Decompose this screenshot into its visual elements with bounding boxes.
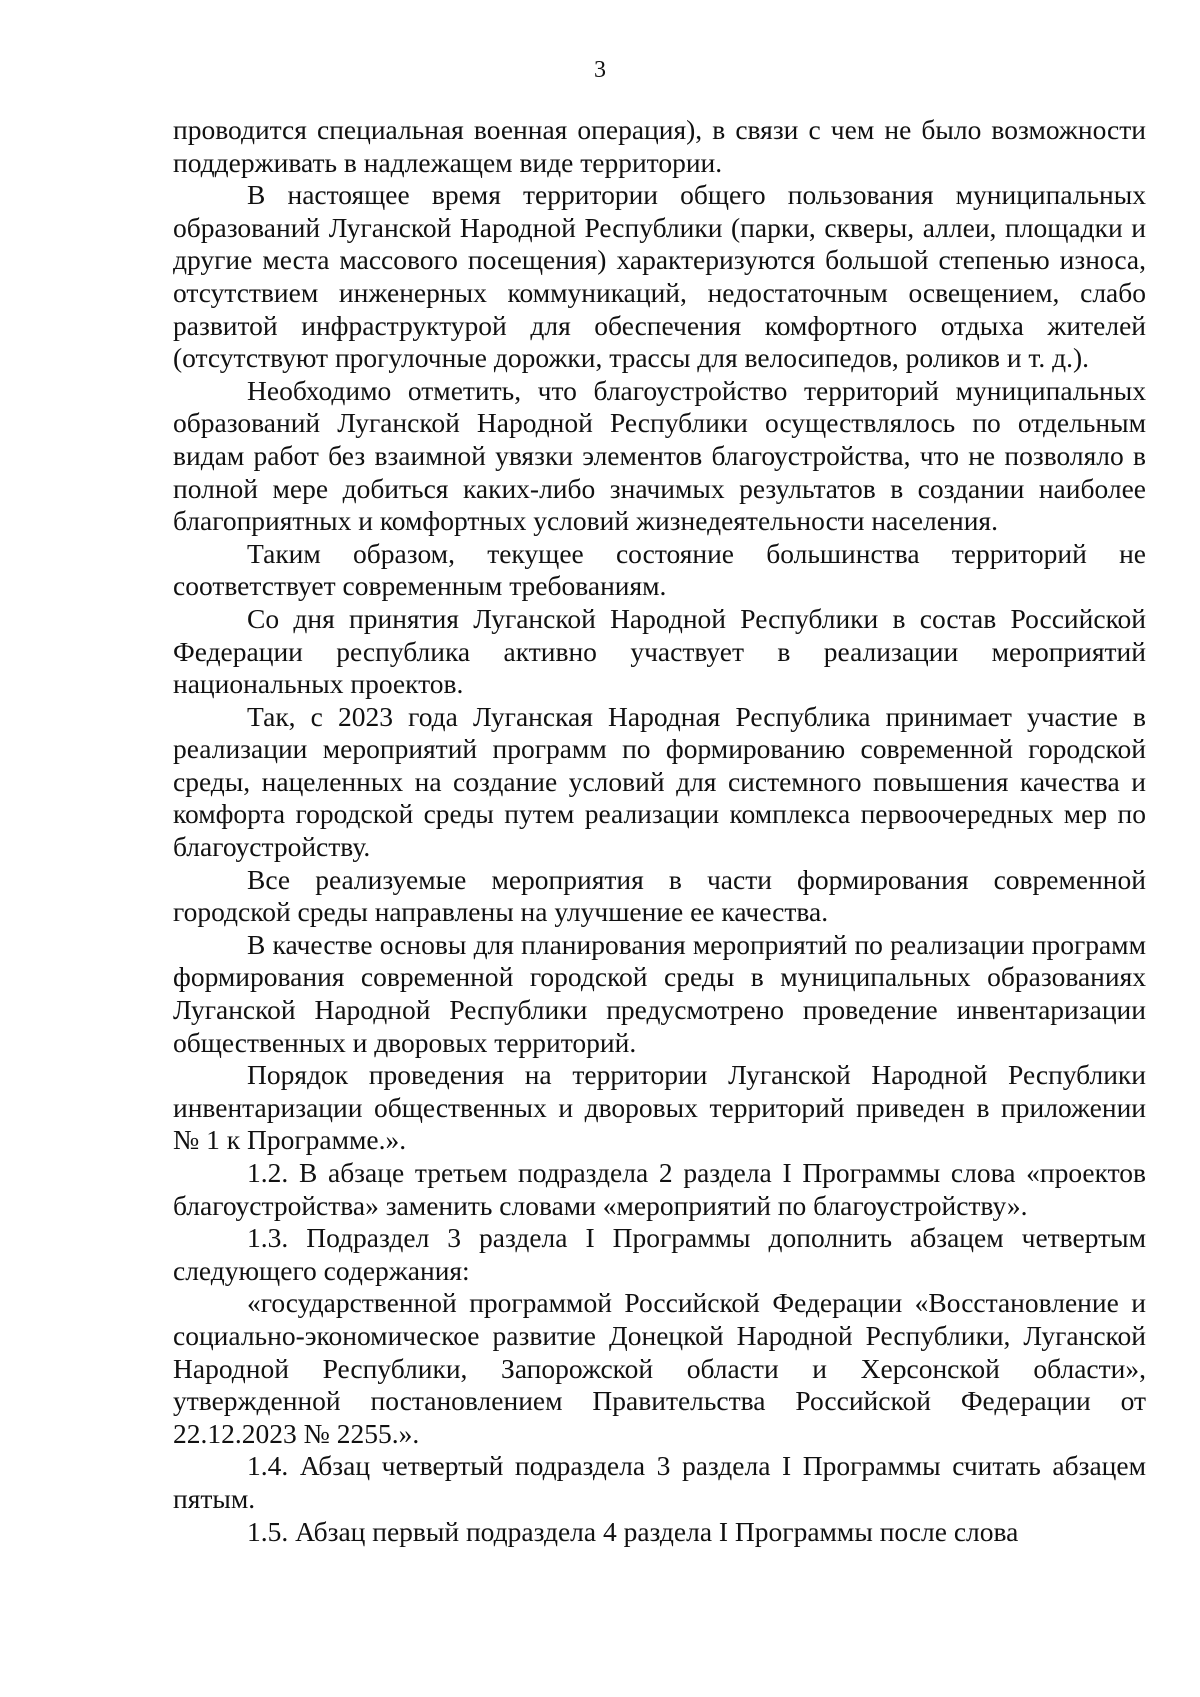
paragraph: Таким образом, текущее состояние большинства территорий не соответствует современным требованиям.	[173, 537, 1146, 602]
document-body	[173, 114, 1146, 1548]
paragraph: проводится специальная военная операция), в связи с чем не было возможности поддерживать в надлежащем виде территории.	[173, 114, 1146, 178]
paragraph: Со дня принятия Луганской Народной Республики в состав Российской Федерации республика активно участвует в реализации мероприятий национальных проектов.	[173, 602, 1146, 700]
paragraph: «государственной программой Российской Федерации «Восстановление и социально-экономическое развитие Донецкой Народной Республики, Луганской Народной Республики, Запорожской области и Херсонской области», утвержденной постановлением Правительства Российской Федерации от 22.12.2023 № 2255.».	[173, 1287, 1146, 1449]
paragraph: 1.2. В абзаце третьем подраздела 2 раздела I Программы слова «проектов благоустройства» заменить словами «мероприятий по благоустройству».	[173, 1157, 1146, 1221]
paragraph: В качестве основы для планирования мероприятий по реализации программ формирования современной городской среды в муниципальных образованиях Луганской Народной Республики предусмотрено проведение инвентаризации общественных и дворовых территорий.	[173, 928, 1146, 1058]
paragraph: 1.5. Абзац первый подраздела 4 раздела I Программы после слова	[247, 1515, 1019, 1547]
paragraph: Все реализуемые мероприятия в части формирования современной городской среды направлены на улучшение ее качества.	[173, 863, 1146, 928]
paragraph: Необходимо отметить, что благоустройство территорий муниципальных образований Луганской Народной Республики осуществлялось по отдельным видам работ без взаимной увязки элементов благоустройства, что не позволяло в полной мере добиться каких-либо значимых результатов в создании наиболее благоприятных и комфортных условий жизнедеятельности населения.	[173, 374, 1146, 537]
paragraph: Порядок проведения на территории Луганской Народной Республики инвентаризации общественных и дворовых территорий приведен в приложении № 1 к Программе.».	[173, 1059, 1146, 1156]
page-number: 3	[594, 57, 606, 83]
paragraph: 1.4. Абзац четвертый подраздела 3 раздела I Программы считать абзацем пятым.	[173, 1450, 1146, 1514]
paragraph: 1.3. Подраздел 3 раздела I Программы дополнить абзацем четвертым следующего содержания:	[173, 1222, 1146, 1286]
paragraph: Так, с 2023 года Луганская Народная Республика принимает участие в реализации мероприятий программ по формированию современной городской среды, нацеленных на создание условий для системного повышения качества и комфорта городской среды путем реализации комплекса первоочередных мер по благоустройству.	[173, 700, 1146, 863]
paragraph: В настоящее время территории общего пользования муниципальных образований Луганской Народной Республики (парки, скверы, аллеи, площадки и другие места массового посещения) характеризуются большой степенью износа, отсутствием инженерных коммуникаций, недостаточным освещением, слабо развитой инфраструктурой для обеспечения комфортного отдыха жителей (отсутствуют прогулочные дорожки, трассы для велосипедов, роликов и т. д.).	[173, 179, 1146, 374]
